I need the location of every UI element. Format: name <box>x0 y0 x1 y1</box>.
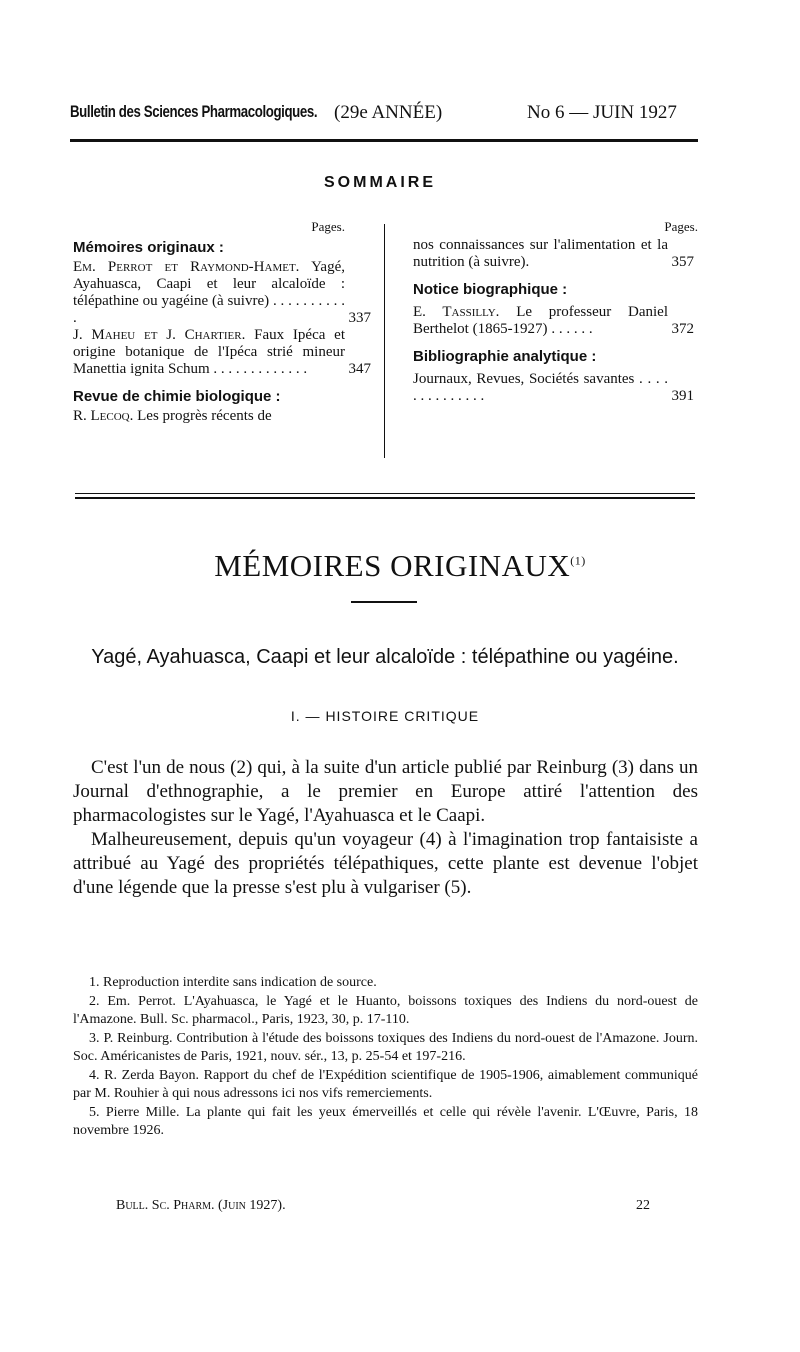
toc-text: Les progrès récents de <box>137 408 272 424</box>
sommaire-right-column <box>413 218 698 405</box>
journal-name: Bulletin des Sciences Pharmacologiques. <box>70 102 318 121</box>
toc-text: Le professeur Daniel Berthelot (1865-1927) <box>413 304 668 337</box>
toc-entry-lecoq-cont <box>413 237 694 271</box>
pages-label: Pages. <box>311 219 345 234</box>
toc-text: Faux Ipéca et origine botanique de l'Ipéca strié mineur Manettia ignita Schum <box>73 327 346 377</box>
toc-page: 391 <box>671 388 694 404</box>
sommaire-title: SOMMAIRE <box>324 174 436 191</box>
paragraph-2: Malheureusement, depuis qu'un voyageur (4) à l'imagination trop fantaisiste a attribué au Yagé des propriétés télépathiques, cette plante est devenue l'objet d'une légende que la presse s'est plu à vulgariser (5). <box>73 829 698 898</box>
toc-page: 357 <box>671 254 694 270</box>
pages-label: Pages. <box>664 219 698 234</box>
footnote-3: 3. P. Reinburg. Contribution à l'étude des boissons toxiques des Indiens du nord-ouest de l'Amazone. Journ. Soc. Américanistes de Paris, 1921, nouv. sér., 13, p. 25-54 et 197-216. <box>73 1031 698 1064</box>
sommaire-left-column <box>73 218 371 425</box>
toc-text: Journaux, Revues, Sociétés savantes <box>413 371 635 387</box>
header-rule <box>70 139 698 142</box>
main-title-note: (1) <box>570 553 586 568</box>
footnote-4: 4. R. Zerda Bayon. Rapport du chef de l'Expédition scientifique de 1905-1906, aimablement communiqué par M. Rouhier à qui nous adressons ici nos vifs remerciements. <box>73 1068 698 1101</box>
section-memoires: Mémoires originaux : <box>73 239 224 256</box>
toc-page: 372 <box>671 321 694 337</box>
toc-text: nos connaissances sur l'alimentation et la nutrition (à suivre). <box>413 237 668 270</box>
toc-entry-journaux: Journaux, Revues, Sociétés savantes . . . . . . . . . . . . . . 391 <box>413 371 694 404</box>
toc-author: J. Maheu et J. Chartier. <box>73 327 246 343</box>
footer-signature: 22 <box>636 1198 650 1213</box>
main-title <box>0 548 800 584</box>
footnotes <box>73 974 698 1141</box>
footer-citation: Bull. Sc. Pharm. (Juin 1927). <box>116 1198 286 1213</box>
main-title-text: MÉMOIRES ORIGINAUX <box>214 548 571 583</box>
section-title: I. — HISTOIRE CRITIQUE <box>290 708 480 724</box>
toc-page: 337 <box>348 310 371 326</box>
column-divider <box>384 224 385 458</box>
footnote-1: 1. Reproduction interdite sans indication de source. <box>89 975 377 990</box>
section-bibliographie: Bibliographie analytique : <box>413 348 597 365</box>
footnote-5: 5. Pierre Mille. La plante qui fait les yeux émerveillés et celle qui révèle l'avenir. L'Œuvre, Paris, 18 novembre 1926. <box>73 1105 698 1138</box>
separator-rule-top <box>75 493 695 494</box>
article-body <box>73 756 698 900</box>
paragraph-1: C'est l'un de nous (2) qui, à la suite d'un article publié par Reinburg (3) dans un Journal d'ethnographie, a le premier en Europe attiré l'attention des pharmacologistes sur le Yagé, l'Ayahuasca et le Caapi. <box>73 757 698 826</box>
section-notice: Notice biographique : <box>413 281 568 298</box>
section-revue: Revue de chimie biologique : <box>73 388 281 405</box>
volume-year: (29e ANNÉE) <box>334 102 443 123</box>
footnote-2: 2. Em. Perrot. L'Ayahuasca, le Yagé et le Huanto, boissons toxiques des Indiens du nord-ouest de l'Amazone. Bull. Sc. pharmacol., Paris, 1923, 30, p. 17-110. <box>73 994 698 1027</box>
toc-page: 347 <box>348 361 371 377</box>
toc-author: R. Lecoq. <box>73 408 134 424</box>
toc-entry-maheu: J. Maheu et J. Chartier. Faux Ipéca et origine botanique de l'Ipéca strié mineur Manettia ignita Schum . . . . . . . . . . . . . 347 <box>73 327 371 377</box>
toc-entry-lecoq <box>73 408 345 425</box>
toc-text: Yagé, Ayahuasca, Caapi et leur alcaloïde : télépathine ou yagéine (à suivre) <box>73 259 345 309</box>
toc-author: Em. Perrot et Raymond-Hamet. <box>73 259 300 275</box>
toc-entry-tassilly: E. Tassilly. Le professeur Daniel Berthelot (1865-1927) . . . . . . 372 <box>413 304 694 337</box>
toc-author: E. Tassilly. <box>413 304 500 320</box>
toc-entry-perrot: Em. Perrot et Raymond-Hamet. Yagé, Ayahuasca, Caapi et leur alcaloïde : télépathine ou yagéine (à suivre) . . . . . . . . . . . 337 <box>73 259 371 326</box>
title-rule <box>351 601 417 603</box>
issue-date: No 6 — JUIN 1927 <box>527 102 677 123</box>
article-title: Yagé, Ayahuasca, Caapi et leur alcaloïde : télépathine ou yagéine. <box>91 646 679 668</box>
separator-rule-bottom <box>75 497 695 499</box>
